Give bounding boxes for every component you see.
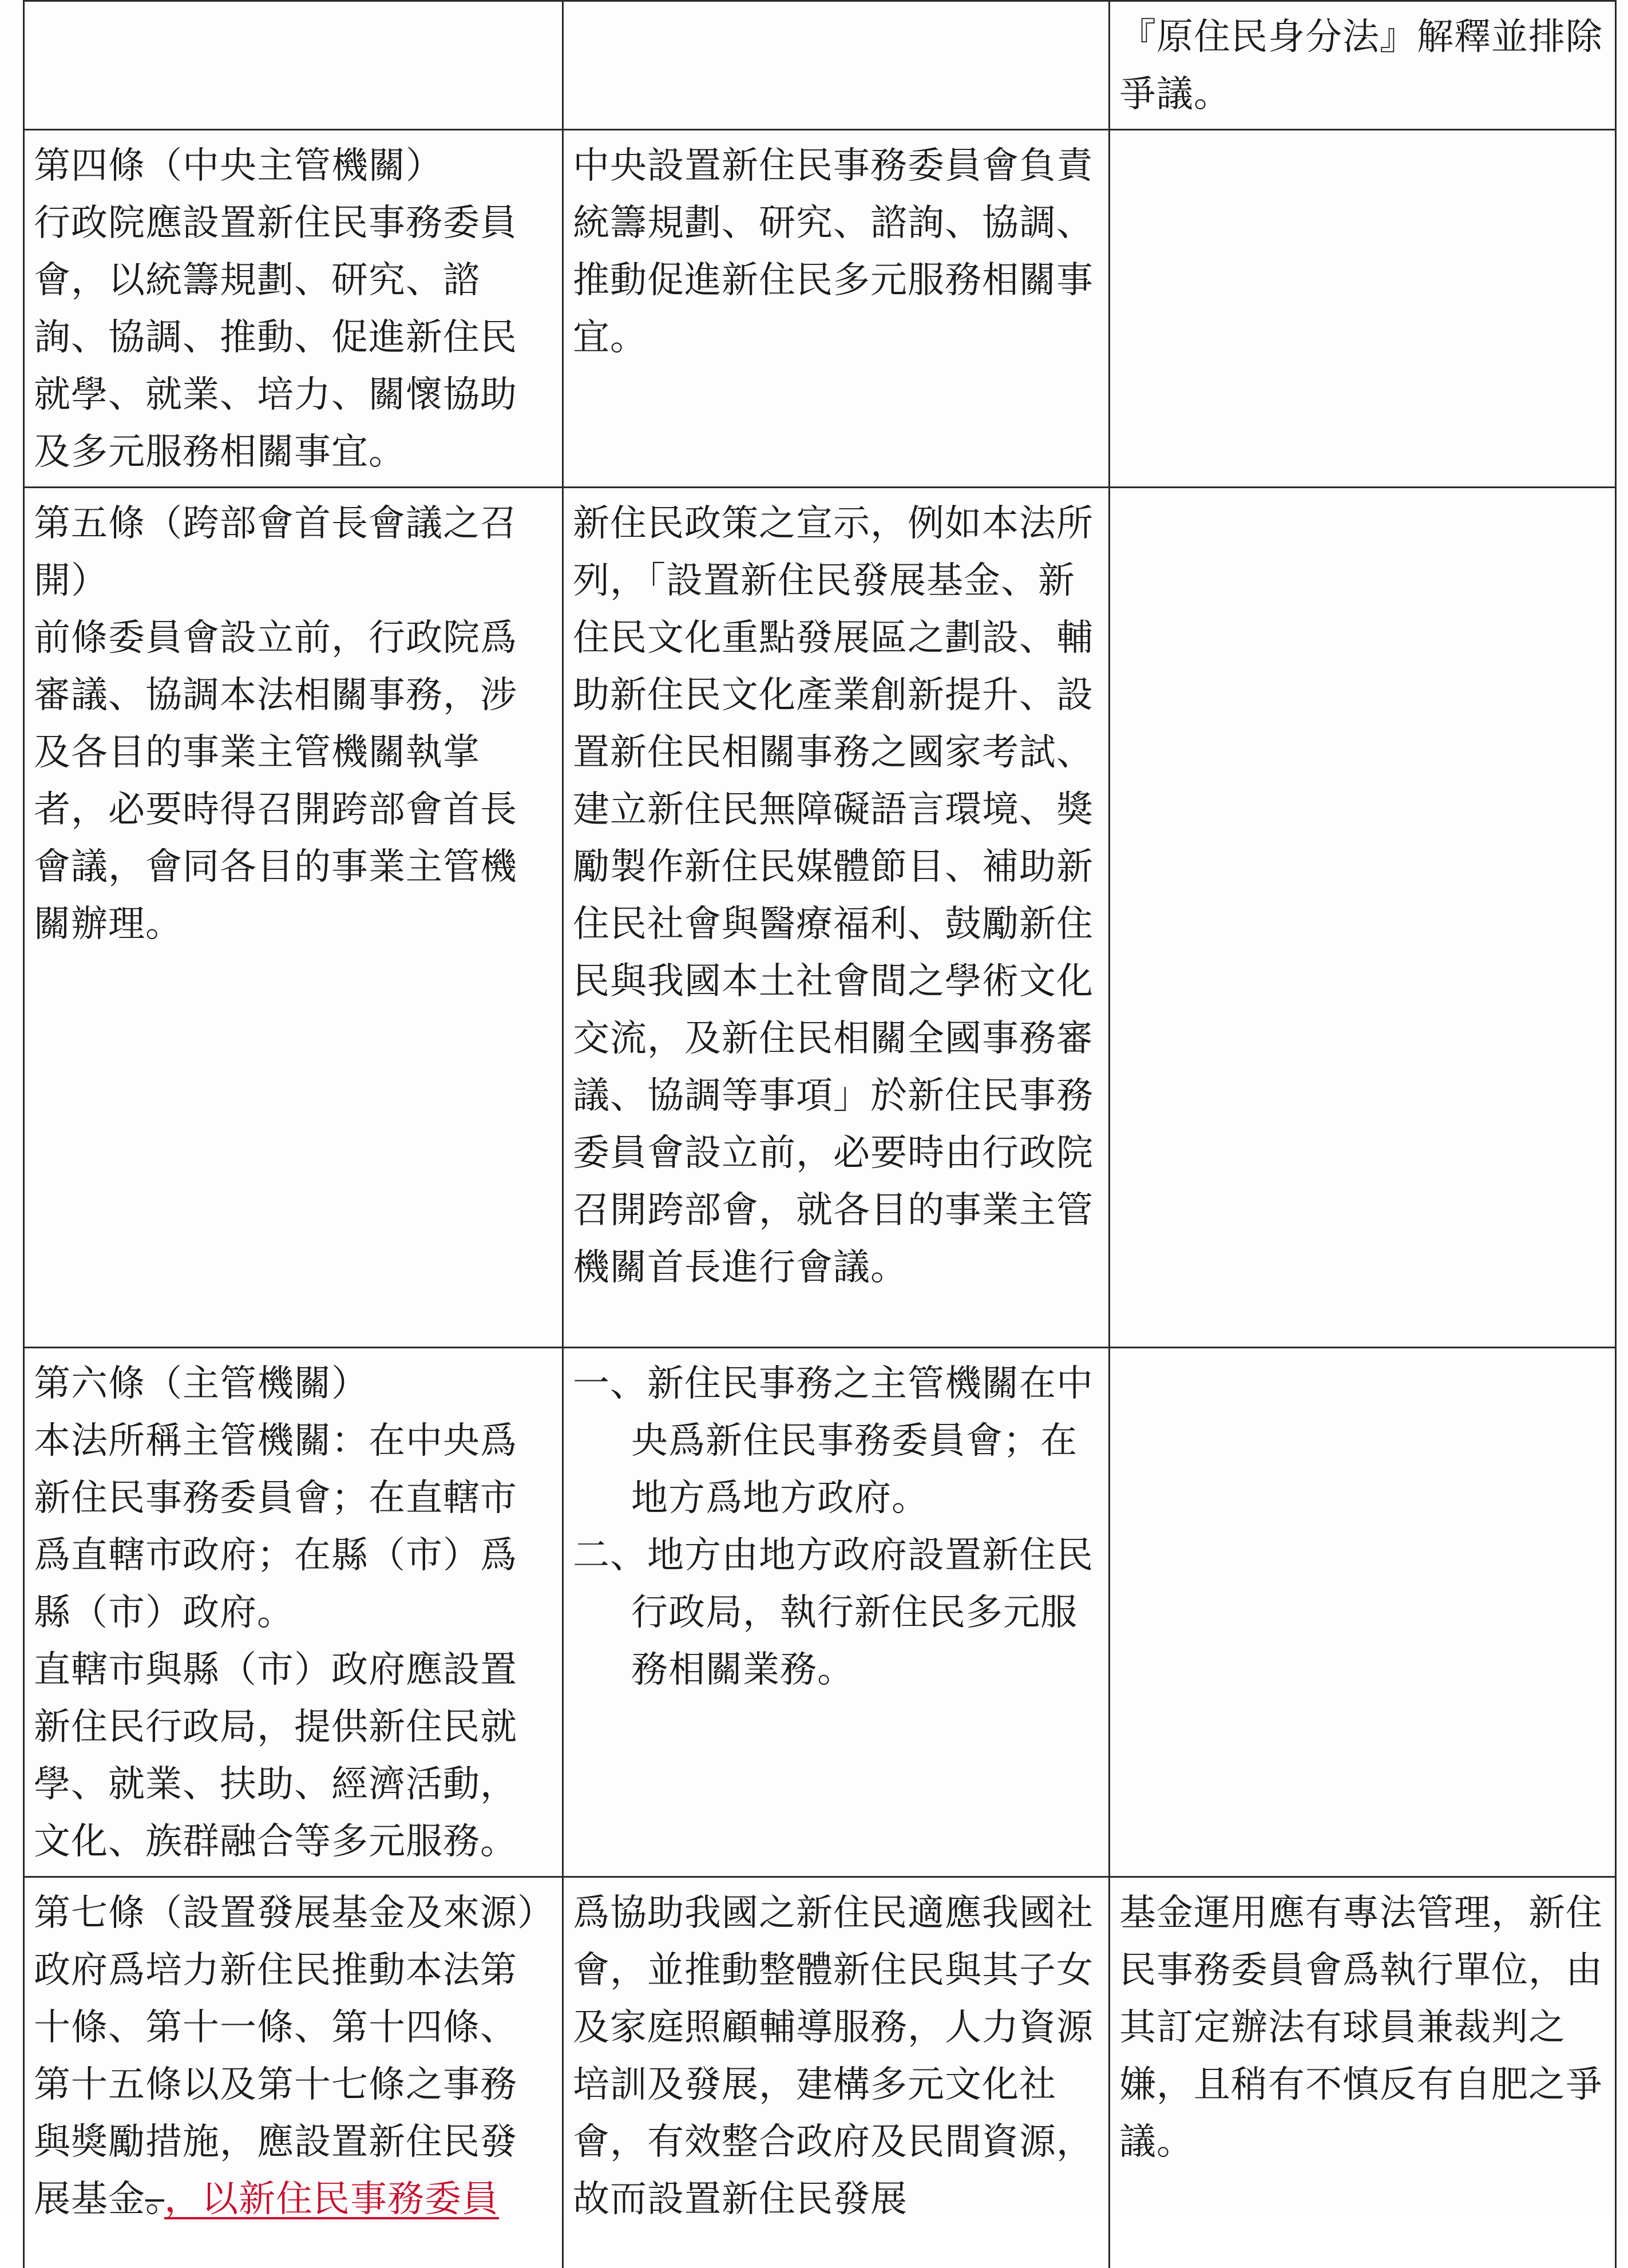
article-title: 第七條（設置發展基金及來源） (34, 1885, 554, 1942)
inserted-text: ，以新住民事務委員 (164, 2178, 499, 2220)
explanation-cell (563, 130, 1110, 488)
table-row (24, 1, 1616, 130)
article-paragraph: 直轄市與縣（市）政府應設置新住民行政局，提供新住民就學、就業、扶助、經濟活動，文化、族群融合等多元服務。 (34, 1641, 554, 1870)
article-cell (24, 130, 563, 488)
explanation-item (573, 1527, 1100, 1699)
explanation-text: 中央設置新住民事務委員會負責統籌規劃、研究、諮詢、協調、推動促進新住民多元服務相關事宜。 (573, 137, 1100, 366)
explanation-cell (563, 1348, 1110, 1877)
table-row (24, 1877, 1616, 2268)
comment-text: 『原住民身分法』解釋並排除爭議。 (1119, 9, 1607, 123)
article-cell (24, 488, 563, 1348)
comment-text: 基金運用應有專法管理，新住民事務委員會爲執行單位，由其訂定辦法有球員兼裁判之嫌，且稍有不慎反有自肥之爭議。 (1119, 1885, 1607, 2171)
deleted-text: 。 (145, 2178, 164, 2220)
article-title: 第四條（中央主管機關） (34, 137, 554, 195)
explanation-item (573, 1355, 1100, 1527)
explanation-cell (563, 1877, 1110, 2268)
explanation-cell (563, 1, 1110, 130)
table-row (24, 130, 1616, 488)
article-cell (24, 1, 563, 130)
table-row (24, 488, 1616, 1348)
comment-cell (1110, 488, 1616, 1348)
item-text: 地方由地方政府設置新住民行政局，執行新住民多元服務相關業務。 (631, 1534, 1094, 1691)
table-row (24, 1348, 1616, 1877)
article-paragraph: 行政院應設置新住民事務委員會，以統籌規劃、研究、諮詢、協調、推動、促進新住民就學、就業、培力、關懷協助及多元服務相關事宜。 (34, 195, 554, 481)
explanation-cell (563, 488, 1110, 1348)
law-comparison-table (23, 0, 1617, 2268)
article-paragraph (34, 1942, 554, 2228)
article-cell (24, 1877, 563, 2268)
comment-cell (1110, 1, 1616, 130)
article-title: 第五條（跨部會首長會議之召開） (34, 495, 554, 609)
article-title: 第六條（主管機關） (34, 1355, 554, 1412)
article-paragraph: 前條委員會設立前，行政院爲審議、協調本法相關事務，涉及各目的事業主管機關執掌者，必要時得召開跨部會首長會議，會同各目的事業主管機關辦理。 (34, 609, 554, 953)
item-text: 新住民事務之主管機關在中央爲新住民事務委員會；在地方爲地方政府。 (631, 1363, 1094, 1519)
comment-cell (1110, 1877, 1616, 2268)
article-paragraph-lead: 政府爲培力新住民推動本法第十條、第十一條、第十四條、第十五條以及第十七條之事務與獎勵措施，應設置新住民發展基金 (34, 1949, 517, 2220)
explanation-text: 新住民政策之宣示，例如本法所列，「設置新住民發展基金、新住民文化重點發展區之劃設、輔助新住民文化產業創新提升、設置新住民相關事務之國家考試、建立新住民無障礙語言環境、獎勵製作新住民媒體節目、補助新住民社會與醫療福利、鼓勵新住民與我國本土社會間之學術文化交流，及新住民相關全國事務審議、協調等事項」於新住民事務委員會設立前，必要時由行政院召開跨部會，就各目的事業主管機關首長進行會議。 (573, 495, 1100, 1296)
article-paragraph: 本法所稱主管機關：在中央爲新住民事務委員會；在直轄市爲直轄市政府；在縣（市）爲縣（市）政府。 (34, 1412, 554, 1641)
item-marker: 二、 (573, 1534, 647, 1577)
comment-cell (1110, 130, 1616, 488)
article-cell (24, 1348, 563, 1877)
explanation-text: 爲協助我國之新住民適應我國社會，並推動整體新住民與其子女及家庭照顧輔導服務，人力資源培訓及發展，建構多元文化社會，有效整合政府及民間資源，故而設置新住民發展 (573, 1885, 1100, 2228)
comment-cell (1110, 1348, 1616, 1877)
item-marker: 一、 (573, 1363, 647, 1405)
